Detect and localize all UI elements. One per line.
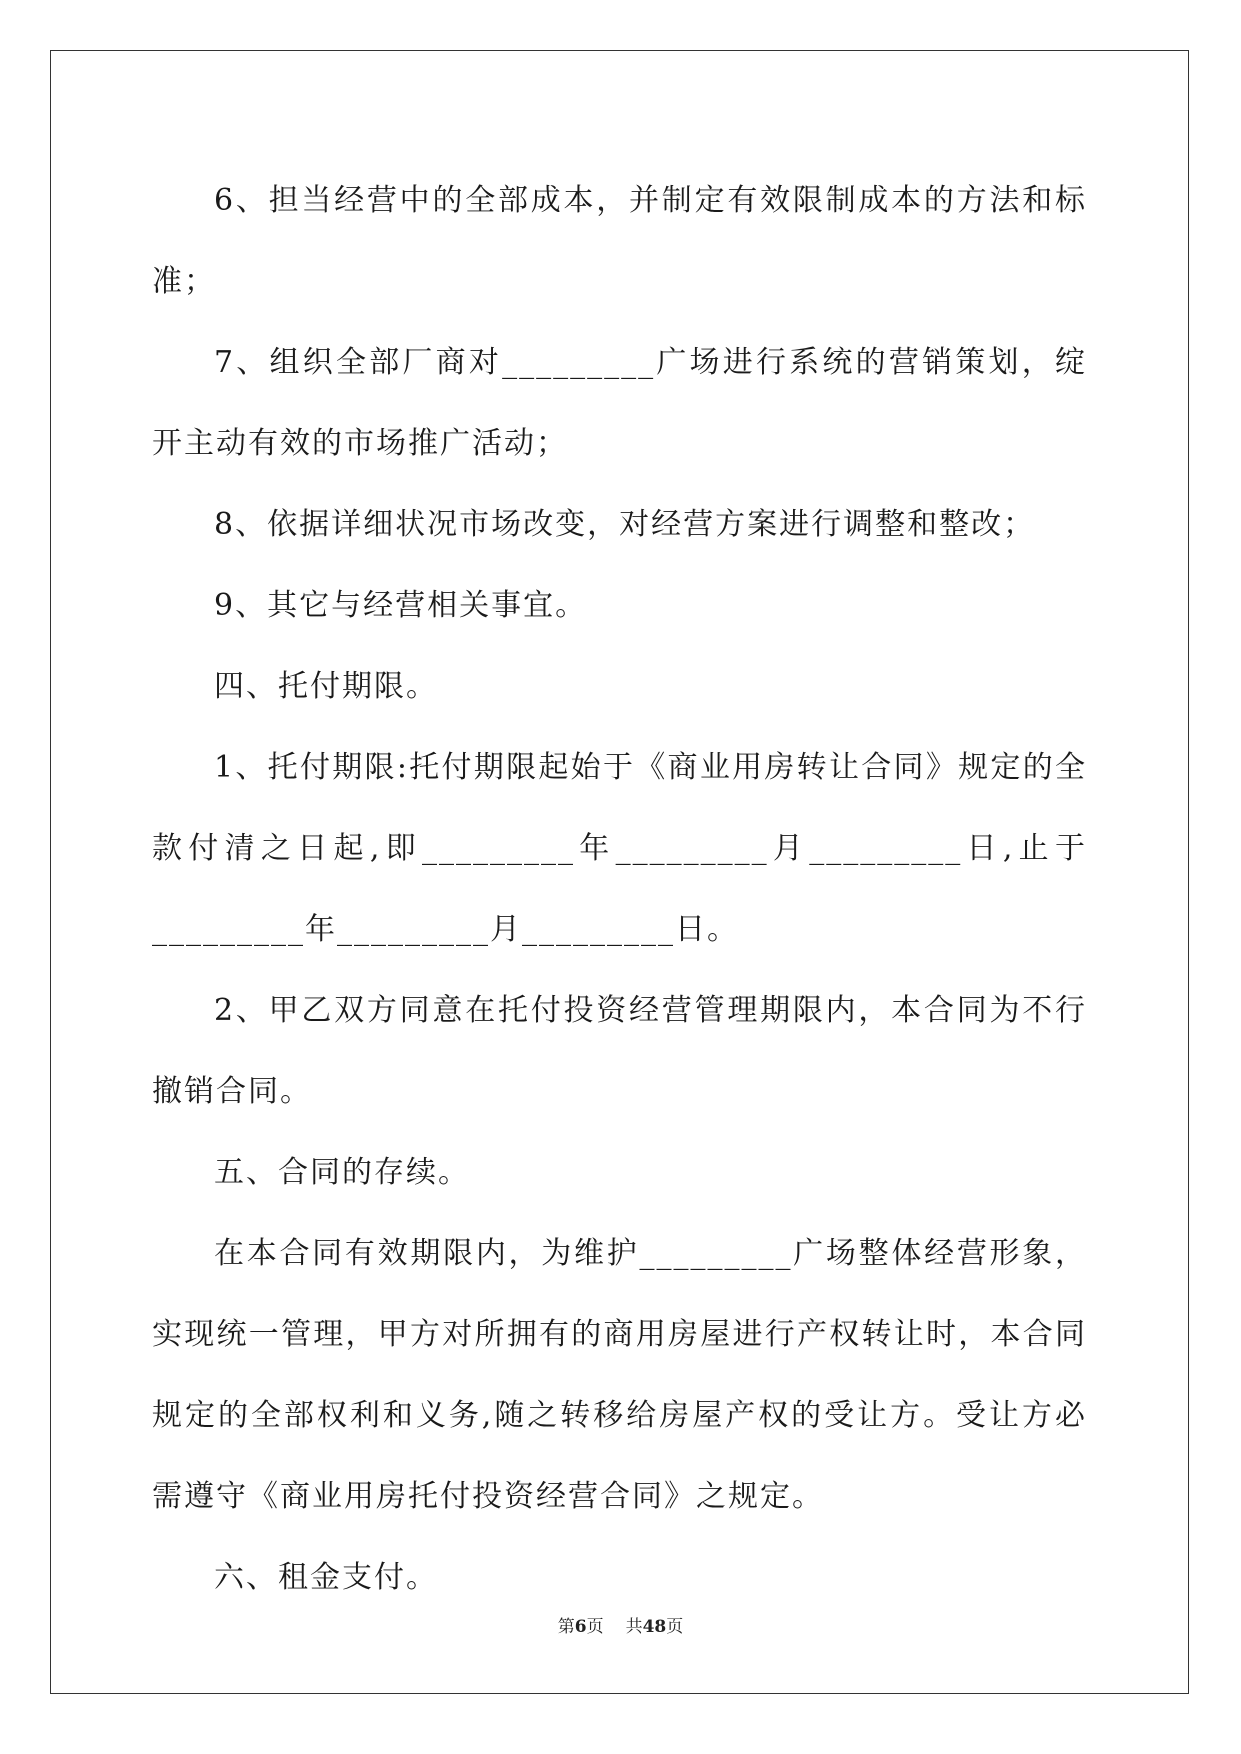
paragraph-continuity: 在本合同有效期限内，为维护_________广场整体经营形象，实现统一管理，甲方对所拥有的商用房屋进行产权转让时，本合同规定的全部权利和义务,随之转移给房屋产权的受让方。受让方必需遵守《商业用房托付投资经营合同》之规定。 bbox=[152, 1236, 1087, 1514]
paragraph-item-9: 9、其它与经营相关事宜。 bbox=[214, 588, 588, 623]
paragraph-item-8: 8、依据详细状况市场改变，对经营方案进行调整和整改； bbox=[214, 507, 1036, 542]
page-footer bbox=[0, 1612, 1241, 1637]
paragraph-item-6: 6、担当经营中的全部成本，并制定有效限制成本的方法和标准； bbox=[152, 183, 1087, 299]
page-number: 6 bbox=[574, 1617, 587, 1637]
total-suffix: 页 bbox=[666, 1617, 684, 1637]
page-suffix: 页 bbox=[586, 1617, 604, 1637]
section-heading-6: 六、租金支付。 bbox=[214, 1560, 438, 1595]
section-heading-5: 五、合同的存续。 bbox=[214, 1155, 470, 1190]
paragraph-item-7: 7、组织全部厂商对_________广场进行系统的营销策划，绽开主动有效的市场推广活动； bbox=[152, 345, 1087, 461]
paragraph-term-1: 1、托付期限:托付期限起始于《商业用房转让合同》规定的全款付清之日起,即_________年_________月_________日,止于_________年_________月_________日。 bbox=[152, 750, 1087, 947]
page-prefix: 第 bbox=[557, 1617, 575, 1637]
section-heading-4: 四、托付期限。 bbox=[214, 669, 438, 704]
document-body bbox=[152, 160, 1087, 1618]
paragraph-term-2: 2、甲乙双方同意在托付投资经营管理期限内，本合同为不行撤销合同。 bbox=[152, 993, 1087, 1109]
total-prefix: 共 bbox=[625, 1617, 643, 1637]
total-pages: 48 bbox=[642, 1617, 667, 1637]
